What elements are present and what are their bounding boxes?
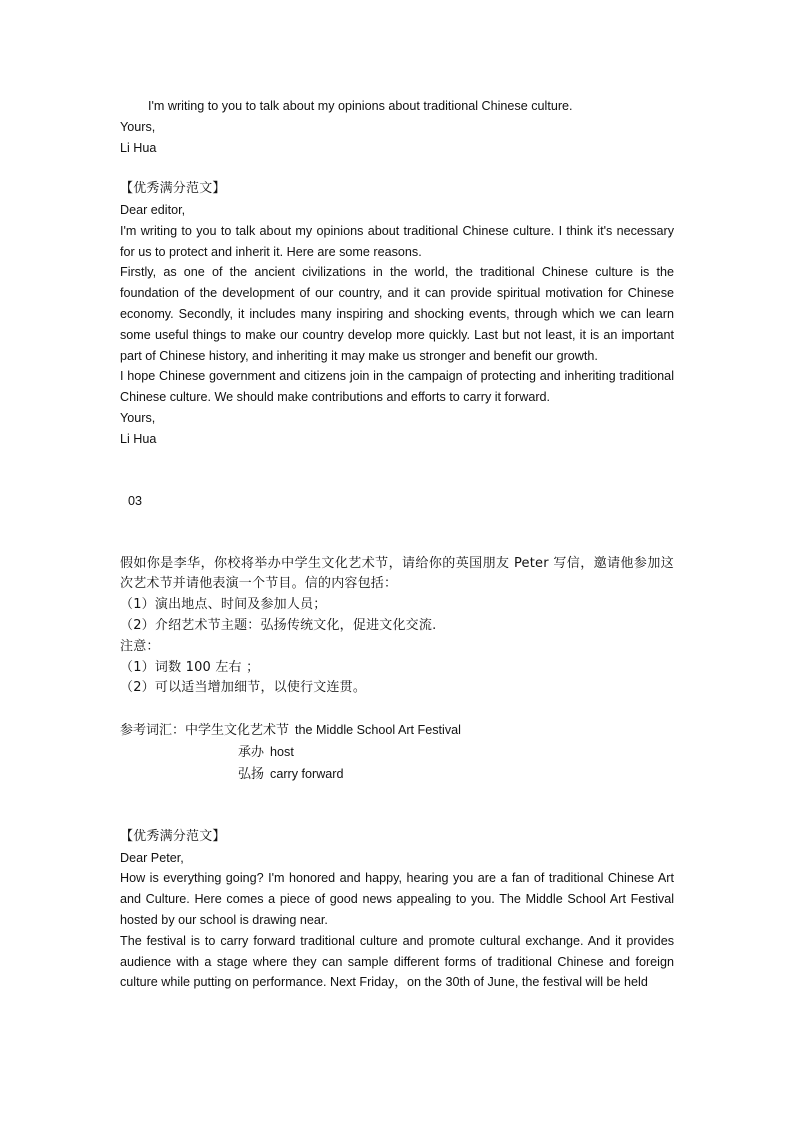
sample-paragraph: I'm writing to you to talk about my opinions about traditional Chinese culture. I think it's necessary for us to protect and inherit it. Here are some reasons.	[120, 223, 674, 259]
vocab-term-zh: 承办	[238, 744, 265, 760]
sample-heading: 【优秀满分范文】	[120, 181, 226, 197]
letter-closing: Yours,	[120, 119, 156, 134]
sample-paragraph: Firstly, as one of the ancient civilizations in the world, the traditional Chinese culture is the foundation of the development of our country, and it can provide spiritual motivation for Chinese economy. Secondly, it includes many inspiring and shocking events, through which we can learn some useful things to make our country develop more quickly. Last but not least, it is an important part of Chinese history, and inheriting it may make us stronger and benefit our growth.	[120, 265, 674, 363]
vocab-row	[120, 764, 674, 786]
task-item: （2）介绍艺术节主题：弘扬传统文化，促进文化交流.	[120, 617, 437, 633]
spacer	[120, 699, 674, 720]
sample-salutation: Dear Peter,	[120, 850, 184, 865]
sample-salutation: Dear editor,	[120, 202, 186, 217]
sample-paragraph: I hope Chinese government and citizens join in the campaign of protecting and inheriting traditional Chinese culture. We should make contributions and efforts to carry it forward.	[120, 369, 674, 405]
vocab-term-en: the Middle School Art Festival	[295, 722, 461, 737]
spacer	[120, 158, 674, 179]
vocab-label: 参考词汇：	[120, 722, 186, 738]
letter-opening: I'm writing to you to talk about my opinions about traditional Chinese culture.	[148, 99, 573, 113]
vocab-term-zh: 弘扬	[238, 766, 265, 782]
task-prompt: 假如你是李华，你校将举办中学生文化艺术节，请给你的英国朋友 Peter 写信，邀请他参加这次艺术节并请他表演一个节目。信的内容包括：	[120, 555, 674, 592]
note-item: （2）可以适当增加细节，以使行文连贯。	[120, 680, 367, 696]
sample-paragraph: How is everything going? I'm honored and happy, hearing you are a fan of traditional Chinese Art and Culture. Here comes a piece of good news appealing to you. The Middle School Art Festival hosted by our school is drawing near.	[120, 871, 674, 928]
question-number: 03	[128, 494, 143, 509]
sample-paragraph: The festival is to carry forward traditional culture and promote cultural exchange. And it provides audience with a stage where they can sample different forms of traditional Chinese and foreign culture while putting on performance. Next Friday，on the 30th of June, the festival will be held	[120, 933, 674, 990]
vocab-term-en: carry forward	[270, 766, 344, 781]
note-item: （1）词数 100 左右 ；	[120, 659, 260, 675]
sample-signature: Li Hua	[120, 431, 157, 446]
document-page	[120, 96, 674, 993]
sample-closing: Yours,	[120, 410, 156, 425]
vocab-term-zh: 中学生文化艺术节	[185, 722, 290, 738]
spacer	[120, 450, 674, 492]
vocab-row	[120, 720, 674, 742]
note-label: 注意：	[120, 638, 160, 654]
spacer	[120, 785, 674, 827]
spacer	[120, 512, 674, 554]
letter-signature: Li Hua	[120, 140, 157, 155]
task-item: （1）演出地点、时间及参加人员；	[120, 597, 327, 613]
vocab-row	[120, 742, 674, 764]
sample-heading: 【优秀满分范文】	[120, 828, 226, 844]
vocab-term-en: host	[270, 744, 294, 759]
